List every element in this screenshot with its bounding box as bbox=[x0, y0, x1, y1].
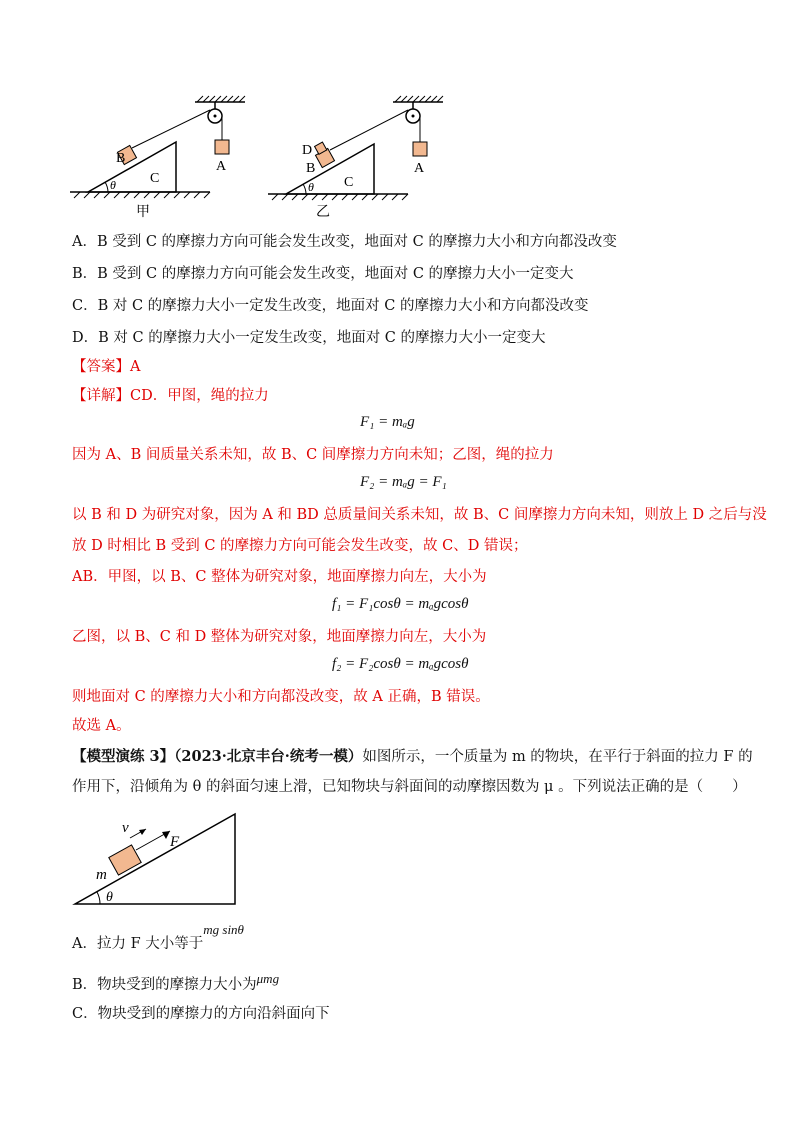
equation-2: F₂ = mₐg = F₁ bbox=[360, 474, 447, 490]
option-b: B．B 受到 C 的摩擦力方向可能会发生改变，地面对 C 的摩擦力大小一定变大 bbox=[72, 266, 574, 282]
figure-caption: 甲 bbox=[136, 205, 150, 220]
block-a-label: A bbox=[216, 159, 227, 174]
q3-option-a: A．拉力 F 大小等于mg sinθ bbox=[72, 922, 244, 952]
formula: mg sinθ bbox=[203, 922, 244, 937]
equation-1: F₁ = mₐg bbox=[360, 414, 415, 430]
angle-label: θ bbox=[308, 180, 314, 194]
angle-label: θ bbox=[110, 178, 116, 192]
question-3-text: 如图所示，一个质量为 m 的物块，在平行于斜面的拉力 F 的 bbox=[362, 749, 753, 765]
velocity-label: v bbox=[122, 820, 129, 836]
block-d-label: D bbox=[302, 143, 313, 158]
angle-label: θ bbox=[106, 890, 113, 905]
detail-line: 放 D 时相比 B 受到 C 的摩擦力方向可能会发生改变，故 C、D 错误； bbox=[72, 538, 528, 554]
detail-line: 乙图，以 B、C 和 D 整体为研究对象，地面摩擦力向左，大小为 bbox=[72, 629, 487, 645]
detail-intro: 【详解】CD．甲图，绳的拉力 bbox=[72, 388, 269, 404]
q3-option-c: C．物块受到的摩擦力的方向沿斜面向下 bbox=[72, 1006, 330, 1022]
q3-option-b: B．物块受到的摩擦力大小为μmg bbox=[72, 971, 280, 993]
equation-4: f₂ = F₂cosθ = mₐgcosθ bbox=[332, 656, 469, 672]
mass-label: m bbox=[96, 867, 107, 883]
answer: 【答案】A bbox=[72, 359, 141, 375]
formula: μmg bbox=[256, 971, 280, 986]
detail-line: 故选 A。 bbox=[72, 718, 131, 734]
block-b-label: B bbox=[306, 161, 316, 176]
figure-jia bbox=[60, 90, 260, 220]
block-b-label: B bbox=[116, 151, 126, 166]
block-a-label: A bbox=[414, 161, 425, 176]
detail-line: 则地面对 C 的摩擦力大小和方向都没改变，故 A 正确，B 错误。 bbox=[72, 689, 490, 705]
question-3-line-2: 作用下，沿倾角为 θ 的斜面匀速上滑，已知物块与斜面间的动摩擦因数为 μ 。下列说法正确的是（ ） bbox=[72, 779, 747, 795]
figure-caption: 乙 bbox=[316, 205, 330, 220]
block-c-label: C bbox=[150, 171, 160, 186]
option-c: C．B 对 C 的摩擦力大小一定发生改变，地面对 C 的摩擦力大小和方向都没改变 bbox=[72, 298, 589, 314]
block-c-label: C bbox=[344, 175, 354, 190]
option-d: D．B 对 C 的摩擦力大小一定发生改变，地面对 C 的摩擦力大小一定变大 bbox=[72, 330, 546, 346]
detail-line: 以 B 和 D 为研究对象，因为 A 和 BD 总质量间关系未知，故 B、C 间摩擦力方向未知，则放上 D 之后与没 bbox=[72, 507, 767, 523]
question-3-line-1 bbox=[72, 747, 753, 767]
detail-line: AB．甲图，以 B、C 整体为研究对象，地面摩擦力向左，大小为 bbox=[72, 569, 487, 585]
detail-line: 因为 A、B 间质量关系未知，故 B、C 间摩擦力方向未知；乙图，绳的拉力 bbox=[72, 447, 554, 463]
question-3-title: 【模型演练 3】（2023·北京丰台·统考一模） bbox=[72, 748, 363, 765]
option-a: A．B 受到 C 的摩擦力方向可能会发生改变，地面对 C 的摩擦力大小和方向都没改变 bbox=[72, 234, 617, 250]
figure-yi bbox=[258, 90, 458, 220]
force-label: F bbox=[170, 834, 180, 850]
equation-3: f₁ = F₁cosθ = mₐgcosθ bbox=[332, 596, 469, 612]
figure-incline bbox=[70, 808, 250, 908]
